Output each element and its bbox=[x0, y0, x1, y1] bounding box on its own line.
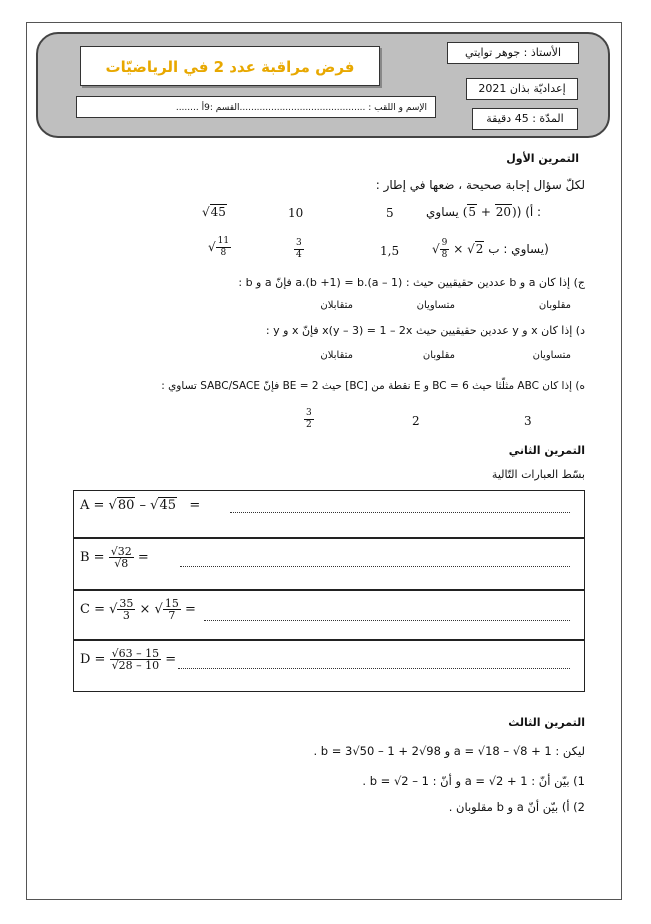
ex3-title: التمرين الثالث bbox=[508, 716, 585, 729]
ex1-a-choice-2[interactable]: 10 bbox=[288, 206, 304, 220]
ex1-instruction: لكلّ سؤال إجابة صحيحة ، ضعها في إطار : bbox=[375, 178, 585, 192]
ex2-A-answer-line[interactable] bbox=[230, 512, 570, 513]
ex1-d-choice-2[interactable]: مقلوبان bbox=[422, 350, 455, 361]
teacher-name: الأستاذ : جوهر توايتي bbox=[447, 42, 579, 64]
ex2-box-B bbox=[73, 538, 585, 590]
ex1-e-choice-3[interactable]: $\frac{3}{2}$ bbox=[306, 408, 312, 430]
ex1-d-choice-1[interactable]: متساويان bbox=[532, 350, 571, 361]
ex1-c-choice-1[interactable]: مقلوبان bbox=[538, 300, 571, 311]
ex1-title: التمرين الأول bbox=[506, 152, 579, 165]
ex1-c-question: ج) إذا كان a و b عددين حقيقيين حيث : a.(b +1) = b.(a – 1) فإنّ a و b : bbox=[238, 276, 585, 289]
ex2-C-expression: C = √ $\frac{35}{3}$ × √ $\frac{15}{7}$ = bbox=[80, 597, 196, 622]
ex1-a-choice-3[interactable]: √45 bbox=[202, 205, 226, 219]
exam-duration: المدّة : 45 دقيقة bbox=[472, 108, 578, 130]
ex2-A-expression: A = √80 – √45 = bbox=[80, 498, 201, 513]
ex1-c-choice-2[interactable]: متساويان bbox=[416, 300, 455, 311]
school-name: إعداديّة بذان 2021 bbox=[466, 78, 578, 100]
ex1-b-choice-1[interactable]: 1,5 bbox=[380, 244, 400, 258]
student-name-line: الإسم و اللقب : ............................................القسم :9أ ........ bbox=[76, 96, 436, 118]
ex2-title: التمرين الثاني bbox=[508, 444, 585, 457]
ex2-instruction: بسّط العبارات التّالية bbox=[491, 468, 585, 481]
ex1-e-choice-1[interactable]: 3 bbox=[524, 414, 532, 428]
ex3-given: ليكن : a = √18 – √8 + 1 و b = 3√50 – 1 + 2√98 . bbox=[313, 744, 585, 758]
ex3-q2: 2) أ) بيّن أنّ a و b مقلوبان . bbox=[448, 800, 585, 814]
ex2-B-answer-line[interactable] bbox=[180, 566, 570, 567]
ex1-a-question: أ) ((20 + 5) يساوي : bbox=[426, 205, 542, 219]
ex1-d-choice-3[interactable]: متقابلان bbox=[320, 350, 353, 361]
ex2-D-expression: D = $\frac{√63 - 15}{√28 - 10}$ = bbox=[80, 647, 177, 672]
ex1-e-question: ه) إذا كان ABC مثلّثا حيث BC = 6 و E نقطة من [BC] حيث BE = 2 فإنّ SABC/SACE تساوي : bbox=[161, 380, 585, 392]
ex2-D-answer-line[interactable] bbox=[178, 668, 570, 669]
exam-title: فرض مراقبة عدد 2 في الرياضيّات bbox=[80, 46, 380, 86]
ex1-b-choice-3[interactable]: √ $\frac{11}{8}$ bbox=[208, 236, 230, 258]
ex1-d-question: د) إذا كان x و y عددين حقيقيين حيث x(y – 3) = 1 – 2x فإنّ x و y : bbox=[265, 324, 585, 337]
ex2-C-answer-line[interactable] bbox=[204, 620, 570, 621]
ex3-q1: 1) بيّن أنّ : a = √2 + 1 و أنّ : b = √2 – 1 . bbox=[362, 774, 585, 788]
ex1-b-question: √ $\frac{9}{8}$ × √2 يساوي : ب) bbox=[432, 238, 549, 260]
ex1-c-choice-3[interactable]: متقابلان bbox=[320, 300, 353, 311]
ex2-B-expression: B = $\frac{√32}{√8}$ = bbox=[80, 545, 149, 570]
ex1-a-choice-1[interactable]: 5 bbox=[386, 206, 394, 220]
ex1-b-choice-2[interactable]: $\frac{3}{4}$ bbox=[296, 238, 302, 260]
ex1-e-choice-2[interactable]: 2 bbox=[412, 414, 420, 428]
